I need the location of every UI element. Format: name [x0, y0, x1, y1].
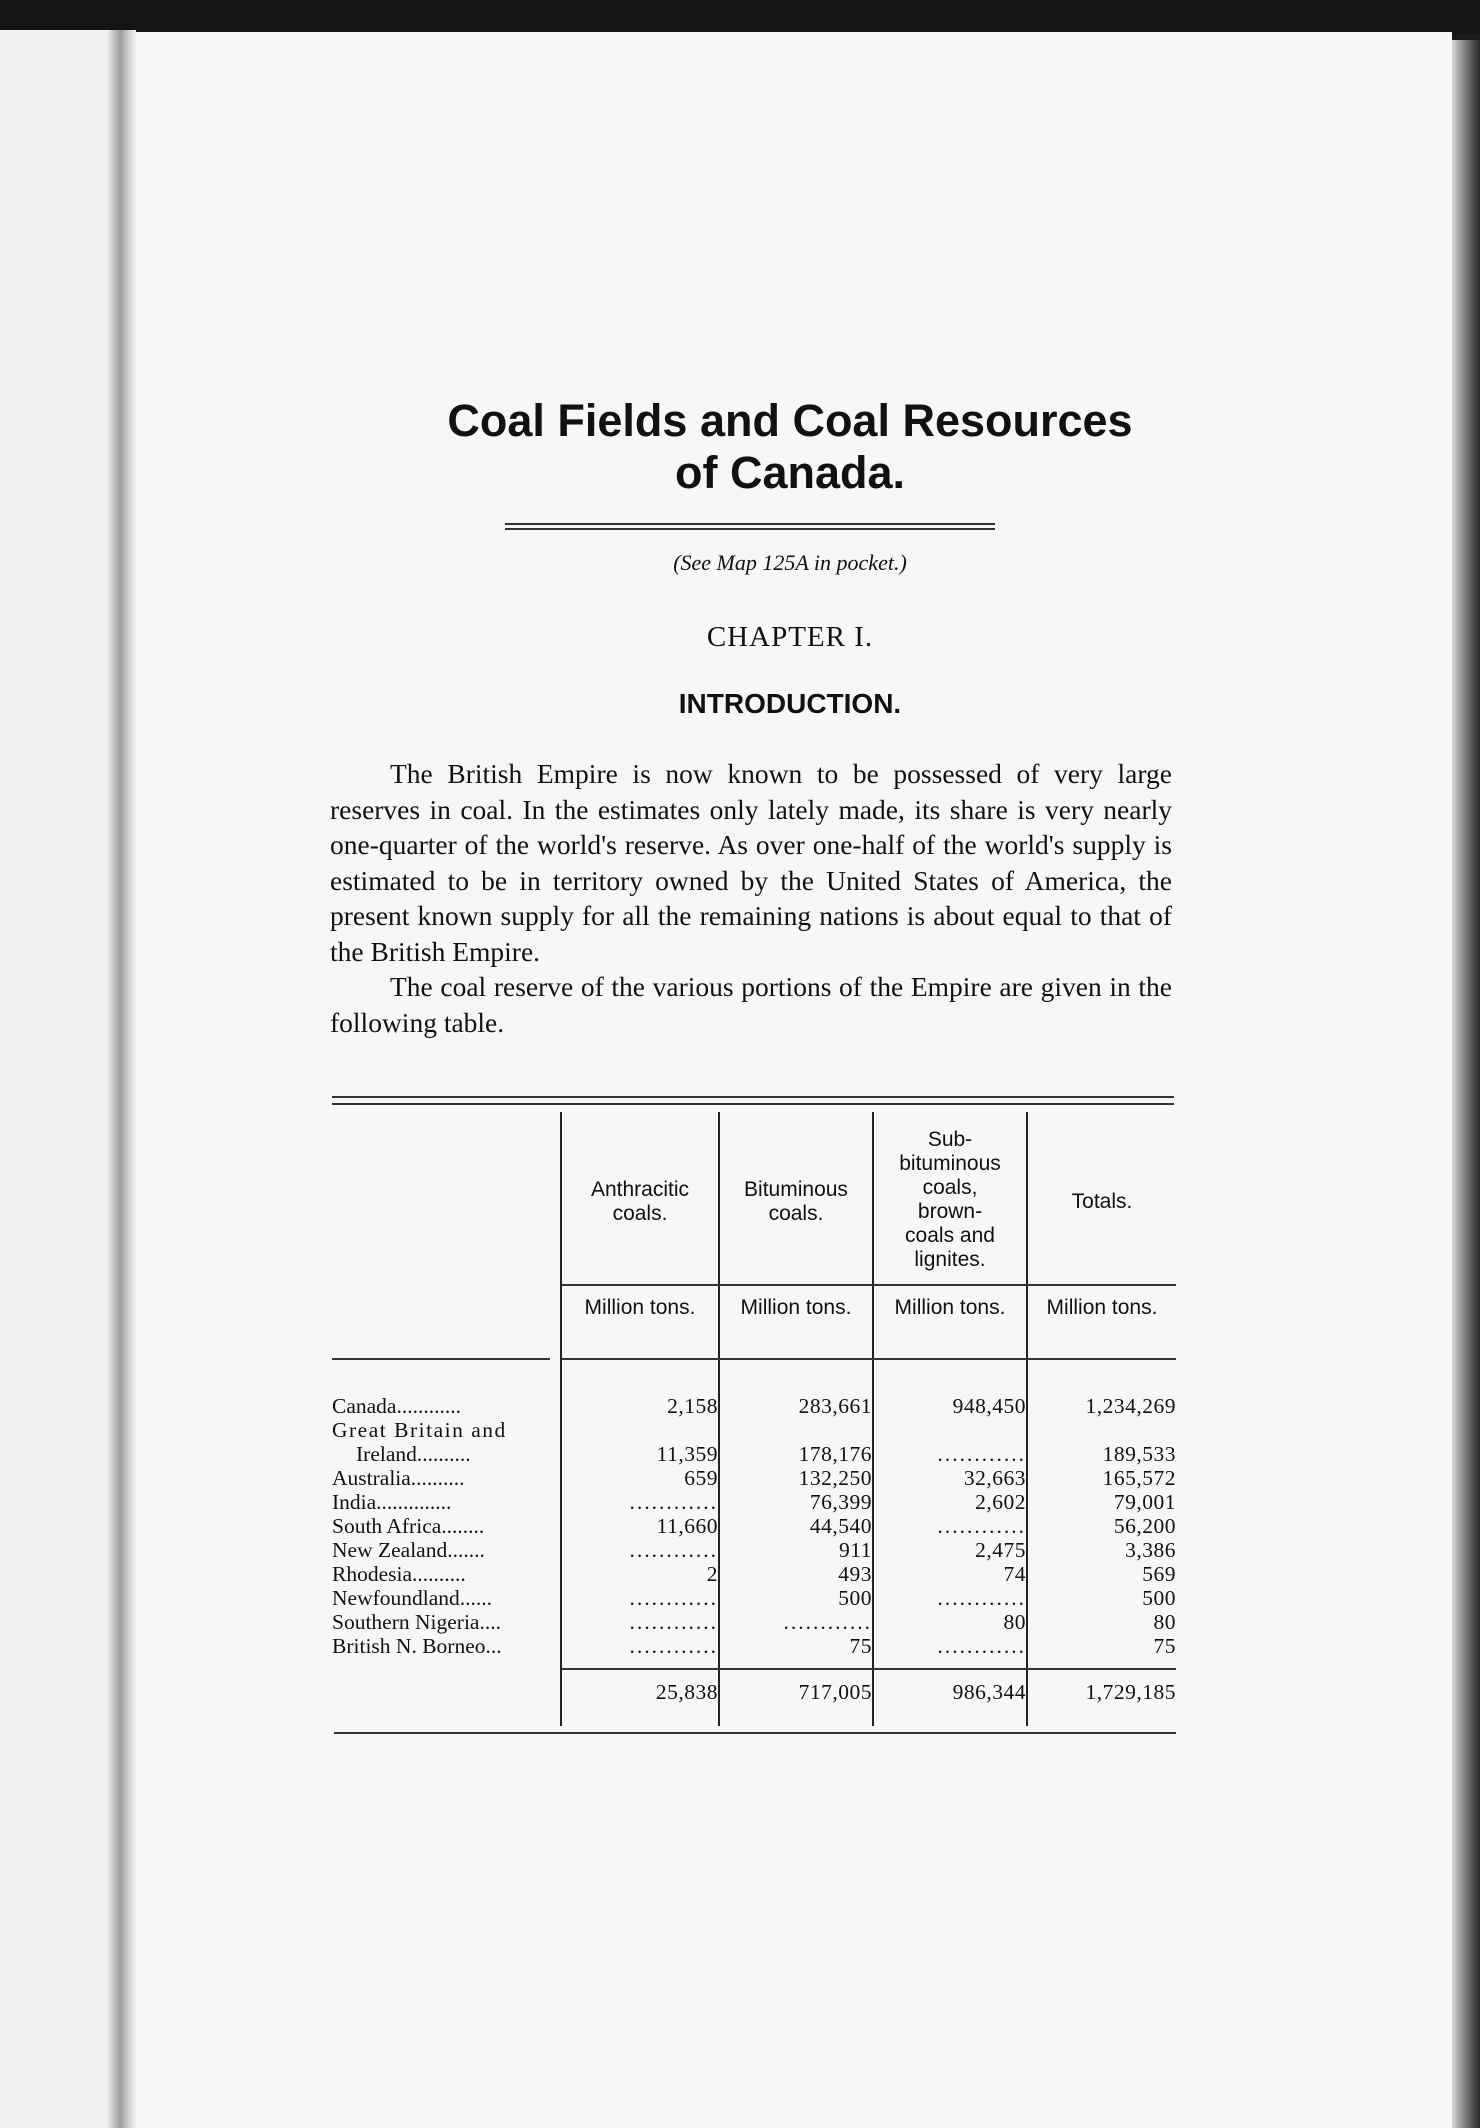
header-anthracitic: Anthracitic coals. [590, 1178, 690, 1225]
cell-anthracitic: ............ [629, 1586, 718, 1610]
table-row [330, 1394, 1178, 1418]
book-gutter [108, 30, 136, 2128]
cell-total: 56,200 [1113, 1514, 1176, 1538]
cell-bituminous: 911 [839, 1538, 872, 1562]
unit-rule [562, 1358, 1176, 1360]
cell-bituminous: 283,661 [798, 1394, 872, 1418]
row-name: Ireland.......... [356, 1442, 471, 1466]
table-row [330, 1418, 1178, 1442]
row-name: Southern Nigeria.... [332, 1610, 501, 1634]
map-note: (See Map 125A in pocket.) [673, 550, 907, 575]
cell-bituminous: 44,540 [809, 1514, 872, 1538]
title-rule [505, 523, 995, 530]
header-sub-bituminous [874, 1128, 1026, 1272]
cell-anthracitic: 659 [684, 1466, 718, 1490]
unit-totals: Million tons. [1046, 1296, 1158, 1319]
cell-sub-bituminous: 74 [1003, 1562, 1026, 1586]
cell-anthracitic: 11,359 [656, 1442, 718, 1466]
cell-total: 569 [1142, 1562, 1176, 1586]
stub-rule [332, 1358, 550, 1360]
header-sub-line-4: brown- [917, 1200, 983, 1223]
unit-bituminous: Million tons. [740, 1296, 852, 1319]
cell-total: 79,001 [1113, 1490, 1176, 1514]
header-sub-line-6: lignites. [914, 1248, 986, 1271]
table-bottom-rule [334, 1732, 1176, 1734]
header-rule [562, 1284, 1176, 1286]
total-bituminous: 717,005 [798, 1680, 872, 1704]
row-name: New Zealand....... [332, 1538, 485, 1562]
header-bituminous: Bituminous coals. [744, 1178, 848, 1225]
header-sub-line-5: coals and [905, 1224, 995, 1247]
scan-border-top [0, 0, 1480, 34]
cell-bituminous: 493 [838, 1562, 872, 1586]
paragraph-2: The coal reserve of the various portions of the Empire are given in the following table. [330, 971, 1172, 1038]
row-name: Great Britain and [332, 1418, 507, 1442]
cell-bituminous: 178,176 [798, 1442, 872, 1466]
table-row [330, 1610, 1178, 1634]
cell-total: 3,386 [1125, 1538, 1176, 1562]
table-row [330, 1490, 1178, 1514]
row-name: Newfoundland...... [332, 1586, 493, 1610]
cell-bituminous: ............ [783, 1610, 872, 1634]
title-line-1: Coal Fields and Coal Resources [447, 395, 1133, 446]
cell-total: 75 [1153, 1634, 1176, 1658]
coal-reserves-table [330, 1096, 1178, 1736]
cell-total: 500 [1142, 1586, 1176, 1610]
cell-anthracitic: 2 [706, 1562, 718, 1586]
cell-sub-bituminous: 2,475 [975, 1538, 1026, 1562]
grand-total: 1,729,185 [1085, 1680, 1176, 1704]
table-top-rule [332, 1096, 1174, 1098]
table-row [330, 1442, 1178, 1466]
table-row [330, 1466, 1178, 1490]
cell-sub-bituminous: 2,602 [975, 1490, 1026, 1514]
book-page [134, 32, 1452, 2128]
row-name: British N. Borneo... [332, 1634, 502, 1658]
cell-bituminous: 500 [838, 1586, 872, 1610]
table-row [330, 1514, 1178, 1538]
totals-row [330, 1680, 1178, 1704]
cell-total: 80 [1153, 1610, 1176, 1634]
row-name: Rhodesia.......... [332, 1562, 466, 1586]
cell-anthracitic: ............ [629, 1610, 718, 1634]
cell-total: 1,234,269 [1085, 1394, 1176, 1418]
total-anthracitic: 25,838 [655, 1680, 718, 1704]
totals-rule [562, 1668, 1176, 1670]
cell-sub-bituminous: 80 [1003, 1610, 1026, 1634]
header-totals: Totals. [1071, 1190, 1133, 1213]
section-heading: INTRODUCTION. [678, 688, 902, 719]
header-sub-line-3: coals, [922, 1176, 978, 1199]
cell-sub-bituminous: 948,450 [952, 1394, 1026, 1418]
unit-anthracitic: Million tons. [584, 1296, 696, 1319]
cell-anthracitic: ............ [629, 1634, 718, 1658]
row-name: Canada............ [332, 1394, 461, 1418]
cell-anthracitic: ............ [629, 1538, 718, 1562]
title-line-2: of Canada. [674, 447, 906, 498]
cell-sub-bituminous: ............ [937, 1586, 1026, 1610]
paragraph-1: The British Empire is now known to be possessed of very large reserves in coal. In the estimates only lately made, its share is very nearly one-quarter of the world's reserve. As over one-half of the world's supply is estimated to be in territory owned by the United States of America, the present known supply for all the remaining nations is about equal to that of the British Empire. [330, 758, 1172, 967]
header-sub-line-2: bituminous [899, 1152, 1001, 1175]
header-sub-line-1: Sub- [927, 1128, 973, 1151]
table-row [330, 1634, 1178, 1658]
table-top-rule-2 [332, 1103, 1174, 1105]
page-title [330, 395, 1250, 499]
cell-anthracitic: 2,158 [667, 1394, 718, 1418]
cell-sub-bituminous: 32,663 [963, 1466, 1026, 1490]
cell-total: 189,533 [1102, 1442, 1176, 1466]
unit-sub-bituminous: Million tons. [894, 1296, 1006, 1319]
cell-anthracitic: 11,660 [656, 1514, 718, 1538]
chapter-heading: CHAPTER I. [706, 621, 874, 653]
cell-anthracitic: ............ [629, 1490, 718, 1514]
cell-sub-bituminous: ............ [937, 1634, 1026, 1658]
cell-bituminous: 76,399 [809, 1490, 872, 1514]
row-name: South Africa........ [332, 1514, 485, 1538]
total-sub-bituminous: 986,344 [952, 1680, 1026, 1704]
page-edge-shadow [1452, 40, 1480, 2128]
cell-bituminous: 132,250 [798, 1466, 872, 1490]
cell-sub-bituminous: ............ [937, 1514, 1026, 1538]
cell-total: 165,572 [1102, 1466, 1176, 1490]
row-name: Australia.......... [332, 1466, 465, 1490]
table-row [330, 1562, 1178, 1586]
row-name: India.............. [332, 1490, 452, 1514]
introduction-text [330, 756, 1172, 1040]
table-row [330, 1538, 1178, 1562]
cell-bituminous: 75 [849, 1634, 872, 1658]
cell-sub-bituminous: ............ [937, 1442, 1026, 1466]
table-row [330, 1586, 1178, 1610]
